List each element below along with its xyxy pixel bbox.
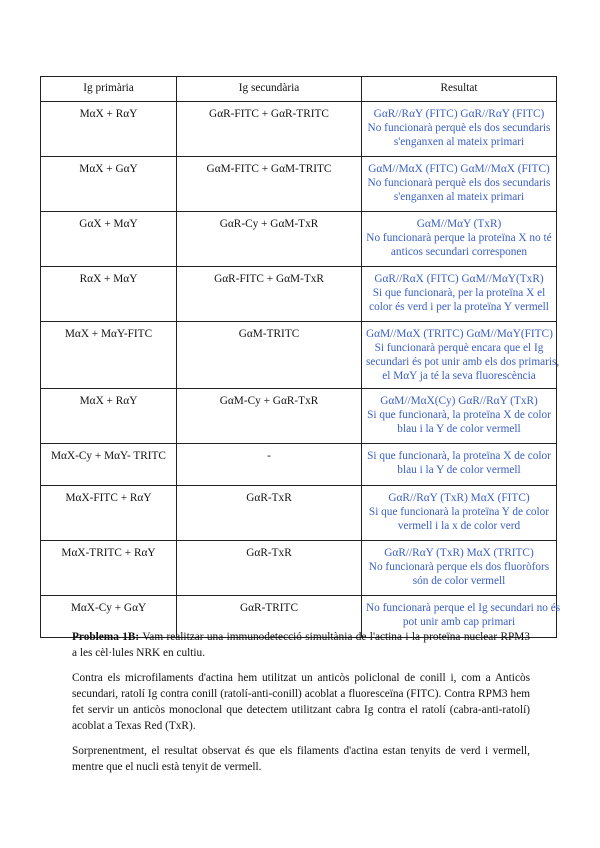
secondary-cell: GαR-TRITC	[177, 596, 362, 638]
result-line: GαR//RαY (FITC) GαR//RαY (FITC)	[373, 108, 545, 120]
result-line: No funcionarà perque els dos fluoròfors	[368, 561, 550, 573]
result-cell	[362, 212, 557, 267]
result-line: són de color vermell	[412, 575, 506, 587]
result-line: blau i la Y de color vermell	[397, 423, 521, 435]
header-secondary: Ig secundària	[177, 77, 362, 102]
result-line: s'enganxen al mateix primari	[393, 191, 525, 203]
result-line: blau i la Y de color vermell	[397, 464, 521, 476]
primary-cell: RαX + MαY	[41, 267, 177, 322]
secondary-cell: GαM-Cy + GαR-TxR	[177, 389, 362, 444]
secondary-cell: -	[177, 444, 362, 486]
result-line: Si que funcionarà, la proteïna X de color	[367, 409, 551, 421]
result-line: GαM//MαY (TxR)	[416, 218, 502, 230]
result-cell	[362, 389, 557, 444]
result-line: color és verd i per la proteïna Y vermell	[369, 301, 549, 313]
table-row	[41, 212, 557, 267]
primary-cell: MαX + RαY	[41, 102, 177, 157]
result-line: secundari és pot unir amb els dos primaris,	[366, 356, 560, 368]
primary-cell: MαX + RαY	[41, 389, 177, 444]
table-row	[41, 102, 557, 157]
table-row	[41, 389, 557, 444]
result-line: vermell i la x de color verd	[397, 520, 521, 532]
primary-cell: MαX-Cy + GαY	[41, 596, 177, 638]
result-line: Si que funcionarà la proteïna Y de color	[368, 506, 550, 518]
result-line: GαM//MαX(Cy) GαR//RαY (TxR)	[380, 395, 538, 407]
result-line: el MαY ja té la seva fluorescència	[382, 370, 536, 382]
result-line: No funcionarà perque el Ig secundari no és	[366, 602, 561, 614]
result-cell	[362, 444, 557, 486]
result-line: Si que funcionarà, la proteïna X de color	[367, 450, 551, 462]
result-line: No funcionarà perque la proteïna X no té	[366, 232, 552, 244]
problem-paragraph-3: Sorprenentment, el resultat observat és que els filaments d'actina estan tenyits de verd i vermell, mentre que el nucli està tenyit de vermell.	[72, 745, 530, 773]
header-result: Resultat	[362, 77, 557, 102]
header-primary: Ig primària	[41, 77, 177, 102]
table-row	[41, 157, 557, 212]
result-line: GαM//MαX (TRITC) GαM//MαY(FITC)	[366, 328, 553, 340]
result-line: No funcionarà perquè els dos secundaris	[367, 122, 551, 134]
result-cell	[362, 102, 557, 157]
primary-cell: MαX-Cy + MαY- TRITC	[41, 444, 177, 486]
primary-cell: GαX + MαY	[41, 212, 177, 267]
primary-cell: MαX + MαY-FITC	[41, 322, 177, 389]
result-line: GαR//RαX (FITC) GαM//MαY(TxR)	[374, 273, 544, 285]
secondary-cell: GαM-FITC + GαM-TRITC	[177, 157, 362, 212]
table-row	[41, 322, 557, 389]
table-header-row	[41, 77, 557, 102]
table-row	[41, 486, 557, 541]
result-cell	[362, 541, 557, 596]
secondary-cell: GαR-Cy + GαM-TxR	[177, 212, 362, 267]
primary-cell: MαX-TRITC + RαY	[41, 541, 177, 596]
secondary-cell: GαR-TxR	[177, 486, 362, 541]
secondary-cell: GαM-TRITC	[177, 322, 362, 389]
secondary-cell: GαR-FITC + GαR-TRITC	[177, 102, 362, 157]
primary-cell: MαX + GαY	[41, 157, 177, 212]
problem-intro-text: Vam realitzar una immunodetecció simultània de l'actina i la proteïna nuclear RPM3 a les cèl·lules NRK en cultiu.	[72, 631, 530, 659]
result-line: GαM//MαX (FITC) GαM//MαX (FITC)	[368, 163, 550, 175]
result-line: s'enganxen al mateix primari	[393, 136, 525, 148]
table-row	[41, 444, 557, 486]
result-cell	[362, 157, 557, 212]
problem-label: Problema 1B:	[72, 631, 140, 643]
result-line: pot unir amb cap primari	[402, 616, 516, 628]
secondary-cell: GαR-TxR	[177, 541, 362, 596]
table-row	[41, 267, 557, 322]
primary-cell: MαX-FITC + RαY	[41, 486, 177, 541]
result-cell	[362, 267, 557, 322]
results-table	[40, 76, 561, 638]
table-row	[41, 541, 557, 596]
result-line: GαR//RαY (TxR) MαX (FITC)	[388, 492, 530, 504]
result-line: anticos secundari corresponen	[390, 246, 528, 258]
result-line: No funcionarà perquè els dos secundaris	[367, 177, 551, 189]
result-cell	[362, 486, 557, 541]
result-line: GαR//RαY (TxR) MαX (TRITC)	[384, 547, 534, 559]
result-line: Si funcionarà perquè encara que el Ig	[374, 342, 544, 354]
problem-paragraph-2: Contra els microfilaments d'actina hem utilitzat un anticòs policlonal de conill i, com a Anticòs secundari, ratolí Ig contra conill (ratolí-anti-conill) acoblat a fluoresceïna (FITC). Contra RPM3 hem fet servir un anticòs monoclonal que detectem utilitzant cabra Ig contra el ratolí (cabra-anti-ratolí) acoblat a Texas Red (TxR).	[72, 672, 530, 732]
problem-intro-paragraph	[72, 629, 530, 661]
secondary-cell: GαR-FITC + GαM-TxR	[177, 267, 362, 322]
result-cell	[362, 322, 560, 389]
result-line: Si que funcionarà, per la proteïna X el	[372, 287, 546, 299]
